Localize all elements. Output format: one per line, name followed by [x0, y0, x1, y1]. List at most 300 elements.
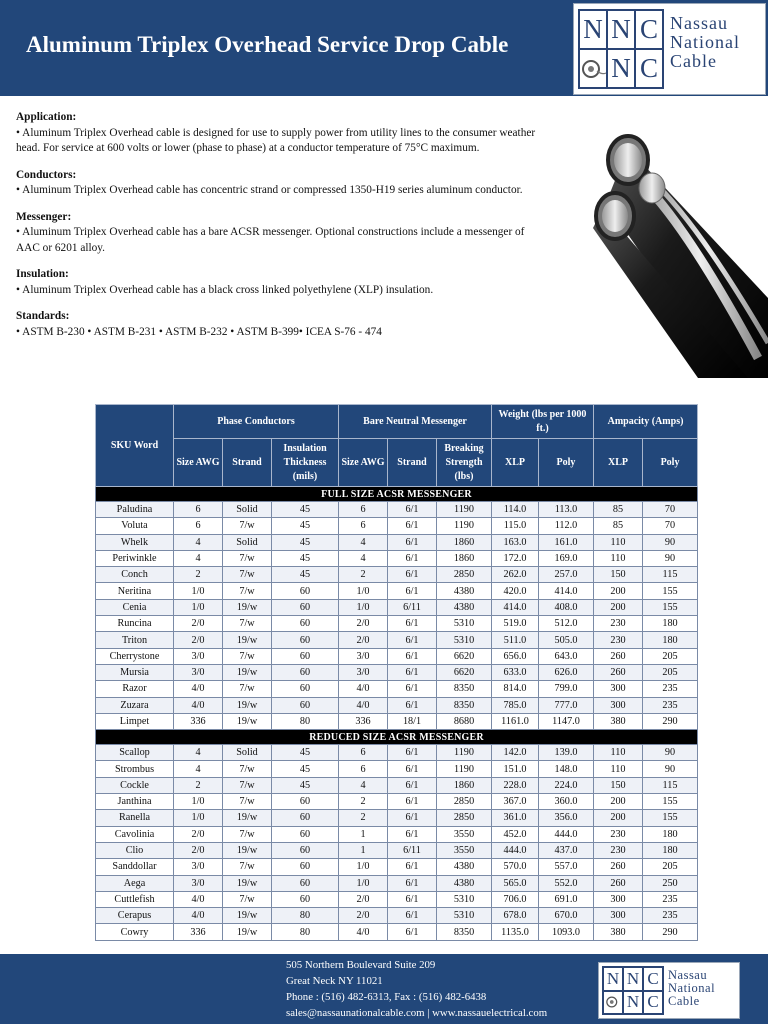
- sku-word-cell: Zuzara: [96, 697, 174, 713]
- table-cell: 200: [594, 810, 643, 826]
- section-text: • Aluminum Triplex Overhead cable has a bare ACSR messenger. Optional constructions include a messenger of AAC or 6201 alloy.: [16, 226, 525, 254]
- product-description: [16, 110, 536, 340]
- table-cell: 7/w: [223, 826, 272, 842]
- table-cell: 6/1: [388, 697, 437, 713]
- table-row: [96, 550, 698, 566]
- table-cell: 230: [594, 632, 643, 648]
- table-cell: 706.0: [492, 891, 539, 907]
- table-cell: 6: [339, 745, 388, 761]
- table-cell: 200: [594, 583, 643, 599]
- table-cell: Solid: [223, 502, 272, 518]
- sku-word-cell: Runcina: [96, 616, 174, 632]
- table-cell: 19/w: [223, 924, 272, 940]
- col-group-messenger: Bare Neutral Messenger: [339, 405, 492, 439]
- table-cell: 45: [272, 534, 339, 550]
- table-cell: 408.0: [539, 599, 594, 615]
- table-cell: 200: [594, 599, 643, 615]
- sku-word-cell: Conch: [96, 567, 174, 583]
- table-cell: 7/w: [223, 518, 272, 534]
- section-text: • ASTM B-230 • ASTM B-231 • ASTM B-232 • ASTM B-399• ICEA S-76 - 474: [16, 325, 382, 338]
- table-cell: 414.0: [539, 583, 594, 599]
- table-row: [96, 567, 698, 583]
- col-ampacity-xlp: XLP: [594, 439, 643, 487]
- table-cell: 150: [594, 777, 643, 793]
- table-cell: 2: [174, 777, 223, 793]
- sku-word-cell: Triton: [96, 632, 174, 648]
- table-cell: 6/1: [388, 518, 437, 534]
- col-ampacity-poly: Poly: [643, 439, 698, 487]
- sku-word-cell: Janthina: [96, 794, 174, 810]
- sku-word-cell: Voluta: [96, 518, 174, 534]
- table-cell: 1135.0: [492, 924, 539, 940]
- col-sku-word: SKU Word: [96, 405, 174, 487]
- table-cell: 300: [594, 681, 643, 697]
- logo-letter: C: [636, 50, 662, 87]
- table-row: [96, 842, 698, 858]
- table-cell: 60: [272, 891, 339, 907]
- table-cell: 155: [643, 599, 698, 615]
- sku-word-cell: Cavolinia: [96, 826, 174, 842]
- col-breaking-strength: Breaking Strength (lbs): [437, 439, 492, 487]
- table-cell: 60: [272, 616, 339, 632]
- sku-word-cell: Razor: [96, 681, 174, 697]
- table-cell: 260: [594, 664, 643, 680]
- table-cell: 45: [272, 761, 339, 777]
- table-cell: 4: [174, 534, 223, 550]
- table-row: [96, 534, 698, 550]
- table-cell: 60: [272, 697, 339, 713]
- table-cell: 235: [643, 908, 698, 924]
- table-cell: 80: [272, 713, 339, 729]
- section-text: • Aluminum Triplex Overhead cable has concentric strand or compressed 1350-H19 series aluminum conductor.: [16, 184, 523, 196]
- table-cell: 4: [174, 761, 223, 777]
- sku-word-cell: Ranella: [96, 810, 174, 826]
- table-cell: 367.0: [492, 794, 539, 810]
- table-cell: 336: [174, 924, 223, 940]
- footer-banner: [0, 954, 768, 1024]
- table-cell: 6/1: [388, 534, 437, 550]
- col-weight-poly: Poly: [539, 439, 594, 487]
- table-cell: 260: [594, 648, 643, 664]
- table-cell: 80: [272, 908, 339, 924]
- table-cell: 505.0: [539, 632, 594, 648]
- table-cell: 512.0: [539, 616, 594, 632]
- table-row: [96, 794, 698, 810]
- table-cell: 110: [594, 534, 643, 550]
- table-cell: 7/w: [223, 567, 272, 583]
- table-cell: 115: [643, 567, 698, 583]
- table-cell: 3550: [437, 826, 492, 842]
- table-cell: 6/1: [388, 583, 437, 599]
- email-website[interactable]: sales@nassaunationalcable.com | www.nassauelectrical.com: [286, 1007, 548, 1019]
- table-cell: 205: [643, 859, 698, 875]
- table-section-title: FULL SIZE ACSR MESSENGER: [96, 487, 698, 502]
- phone-fax: Phone : (516) 482-6313, Fax : (516) 482-6438: [286, 991, 487, 1003]
- table-cell: 19/w: [223, 908, 272, 924]
- table-cell: 6: [339, 761, 388, 777]
- col-messenger-strand: Strand: [388, 439, 437, 487]
- table-cell: 444.0: [539, 826, 594, 842]
- table-cell: 1/0: [339, 599, 388, 615]
- col-group-phase: Phase Conductors: [174, 405, 339, 439]
- sku-word-cell: Sanddollar: [96, 859, 174, 875]
- table-cell: 1190: [437, 502, 492, 518]
- table-cell: 300: [594, 697, 643, 713]
- table-cell: 1/0: [174, 583, 223, 599]
- table-cell: 4: [339, 550, 388, 566]
- table-cell: 8350: [437, 697, 492, 713]
- table-cell: 3/0: [174, 664, 223, 680]
- table-cell: 230: [594, 842, 643, 858]
- table-cell: 8680: [437, 713, 492, 729]
- table-cell: 8350: [437, 924, 492, 940]
- table-cell: 151.0: [492, 761, 539, 777]
- table-cell: 163.0: [492, 534, 539, 550]
- table-cell: 45: [272, 502, 339, 518]
- table-row: [96, 745, 698, 761]
- table-cell: 2/0: [174, 826, 223, 842]
- table-cell: 70: [643, 518, 698, 534]
- table-cell: 1/0: [174, 599, 223, 615]
- table-cell: 6/1: [388, 632, 437, 648]
- table-cell: 6/1: [388, 794, 437, 810]
- table-section-title: REDUCED SIZE ACSR MESSENGER: [96, 730, 698, 745]
- table-cell: 6620: [437, 648, 492, 664]
- table-cell: 8350: [437, 681, 492, 697]
- table-cell: 300: [594, 891, 643, 907]
- table-cell: 691.0: [539, 891, 594, 907]
- table-cell: 437.0: [539, 842, 594, 858]
- table-cell: 161.0: [539, 534, 594, 550]
- table-row: [96, 859, 698, 875]
- table-cell: 85: [594, 518, 643, 534]
- table-cell: 2850: [437, 810, 492, 826]
- table-cell: 19/w: [223, 713, 272, 729]
- table-cell: 60: [272, 810, 339, 826]
- table-cell: 45: [272, 518, 339, 534]
- table-cell: 7/w: [223, 648, 272, 664]
- table-cell: Solid: [223, 745, 272, 761]
- sku-word-cell: Limpet: [96, 713, 174, 729]
- table-cell: 19/w: [223, 875, 272, 891]
- table-cell: 230: [594, 826, 643, 842]
- table-cell: 5310: [437, 632, 492, 648]
- table-cell: 45: [272, 550, 339, 566]
- section-text: • Aluminum Triplex Overhead cable is designed for use to supply power from utility lines to the consumer weather head. For service at 600 volts or lower (phase to phase) at a conductor temperature of 75°C maximum.: [16, 126, 536, 154]
- table-row: [96, 924, 698, 940]
- table-cell: 5310: [437, 616, 492, 632]
- cable-spec-table: [95, 404, 698, 941]
- table-cell: 139.0: [539, 745, 594, 761]
- table-cell: 260: [594, 875, 643, 891]
- table-cell: 4380: [437, 859, 492, 875]
- table-cell: 2/0: [174, 842, 223, 858]
- table-cell: 1/0: [174, 794, 223, 810]
- table-cell: 90: [643, 745, 698, 761]
- table-cell: 1/0: [174, 810, 223, 826]
- table-cell: 1: [339, 826, 388, 842]
- table-cell: 380: [594, 924, 643, 940]
- col-group-weight: Weight (lbs per 1000 ft.): [492, 405, 594, 439]
- table-cell: 380: [594, 713, 643, 729]
- header-banner: [0, 0, 768, 96]
- table-cell: 110: [594, 761, 643, 777]
- table-cell: 85: [594, 502, 643, 518]
- table-cell: 2/0: [339, 908, 388, 924]
- logo-letter: N: [608, 50, 634, 87]
- address-city: Great Neck NY 11021: [286, 975, 383, 987]
- table-cell: 60: [272, 632, 339, 648]
- table-cell: 45: [272, 567, 339, 583]
- logo-letter: C: [644, 968, 662, 990]
- table-cell: 60: [272, 859, 339, 875]
- table-cell: 4: [339, 534, 388, 550]
- sku-word-cell: Cerapus: [96, 908, 174, 924]
- table-cell: 180: [643, 826, 698, 842]
- sku-word-cell: Periwinkle: [96, 550, 174, 566]
- table-cell: 7/w: [223, 777, 272, 793]
- table-cell: 1/0: [339, 583, 388, 599]
- table-cell: 172.0: [492, 550, 539, 566]
- table-cell: 6/11: [388, 599, 437, 615]
- table-cell: 643.0: [539, 648, 594, 664]
- table-cell: 114.0: [492, 502, 539, 518]
- sku-word-cell: Strombus: [96, 761, 174, 777]
- table-cell: 1147.0: [539, 713, 594, 729]
- table-cell: 3/0: [339, 648, 388, 664]
- table-group-reduced-size: [96, 730, 698, 941]
- table-cell: 6/11: [388, 842, 437, 858]
- address-line: 505 Northern Boulevard Suite 209: [286, 959, 436, 971]
- logo-letter: N: [580, 11, 606, 48]
- table-cell: 2/0: [174, 632, 223, 648]
- table-cell: 3/0: [174, 875, 223, 891]
- table-cell: 420.0: [492, 583, 539, 599]
- section-heading: Conductors:: [16, 168, 77, 181]
- logo-letter: N: [624, 992, 642, 1014]
- table-cell: 6/1: [388, 664, 437, 680]
- table-cell: 90: [643, 550, 698, 566]
- table-cell: 4380: [437, 583, 492, 599]
- table-cell: 169.0: [539, 550, 594, 566]
- table-row: [96, 908, 698, 924]
- table-cell: 45: [272, 745, 339, 761]
- table-cell: 205: [643, 648, 698, 664]
- table-cell: 19/w: [223, 842, 272, 858]
- table-cell: 45: [272, 777, 339, 793]
- col-messenger-size: Size AWG: [339, 439, 388, 487]
- sku-word-cell: Aega: [96, 875, 174, 891]
- sku-word-cell: Cherrystone: [96, 648, 174, 664]
- table-cell: 235: [643, 697, 698, 713]
- table-cell: 180: [643, 842, 698, 858]
- table-row: [96, 713, 698, 729]
- table-cell: 4/0: [339, 924, 388, 940]
- section-heading: Standards:: [16, 310, 70, 322]
- table-cell: 19/w: [223, 810, 272, 826]
- table-cell: 6/1: [388, 826, 437, 842]
- table-cell: 4/0: [174, 908, 223, 924]
- table-cell: 633.0: [492, 664, 539, 680]
- table-cell: 6: [174, 502, 223, 518]
- table-cell: 6: [339, 518, 388, 534]
- table-row: [96, 502, 698, 518]
- table-cell: 6/1: [388, 810, 437, 826]
- table-cell: 235: [643, 891, 698, 907]
- table-cell: 148.0: [539, 761, 594, 777]
- table-cell: 115.0: [492, 518, 539, 534]
- table-cell: 1190: [437, 518, 492, 534]
- table-cell: 444.0: [492, 842, 539, 858]
- table-cell: 6/1: [388, 875, 437, 891]
- table-row: [96, 875, 698, 891]
- table-cell: 670.0: [539, 908, 594, 924]
- table-cell: 60: [272, 664, 339, 680]
- table-cell: 262.0: [492, 567, 539, 583]
- table-cell: 1190: [437, 761, 492, 777]
- table-cell: 4/0: [339, 697, 388, 713]
- table-group-full-size: [96, 487, 698, 730]
- table-cell: 290: [643, 924, 698, 940]
- table-cell: 230: [594, 616, 643, 632]
- table-cell: 150: [594, 567, 643, 583]
- table-cell: 7/w: [223, 616, 272, 632]
- table-cell: 6/1: [388, 908, 437, 924]
- table-cell: 6/1: [388, 648, 437, 664]
- table-cell: 2: [174, 567, 223, 583]
- cable-spool-icon: [580, 50, 606, 87]
- table-cell: 235: [643, 681, 698, 697]
- table-cell: 414.0: [492, 599, 539, 615]
- table-cell: 19/w: [223, 599, 272, 615]
- table-row: [96, 891, 698, 907]
- table-cell: 1161.0: [492, 713, 539, 729]
- contact-info: [286, 957, 547, 1021]
- col-strand: Strand: [223, 439, 272, 487]
- table-cell: 60: [272, 583, 339, 599]
- table-cell: 7/w: [223, 681, 272, 697]
- table-cell: 1860: [437, 777, 492, 793]
- table-cell: 4380: [437, 875, 492, 891]
- section-text: • Aluminum Triplex Overhead cable has a black cross linked polyethylene (XLP) insulation.: [16, 283, 434, 296]
- table-row: [96, 518, 698, 534]
- table-cell: 4: [174, 745, 223, 761]
- table-cell: 552.0: [539, 875, 594, 891]
- table-cell: 2/0: [339, 616, 388, 632]
- col-size-awg: Size AWG: [174, 439, 223, 487]
- table-cell: 1/0: [339, 875, 388, 891]
- table-cell: 155: [643, 583, 698, 599]
- table-cell: 4/0: [174, 697, 223, 713]
- table-cell: 7/w: [223, 761, 272, 777]
- table-cell: 511.0: [492, 632, 539, 648]
- table-cell: 4/0: [174, 681, 223, 697]
- table-row: [96, 681, 698, 697]
- sku-word-cell: Cockle: [96, 777, 174, 793]
- company-logo: [573, 3, 766, 95]
- cable-spool-icon: [604, 992, 622, 1014]
- table-cell: 1190: [437, 745, 492, 761]
- table-cell: 6: [339, 502, 388, 518]
- table-cell: 60: [272, 681, 339, 697]
- table-cell: 557.0: [539, 859, 594, 875]
- sku-word-cell: Cenia: [96, 599, 174, 615]
- table-cell: 678.0: [492, 908, 539, 924]
- table-cell: 799.0: [539, 681, 594, 697]
- table-cell: 7/w: [223, 859, 272, 875]
- table-row: [96, 583, 698, 599]
- table-cell: 155: [643, 794, 698, 810]
- table-cell: 2/0: [174, 616, 223, 632]
- table-cell: 814.0: [492, 681, 539, 697]
- table-cell: 452.0: [492, 826, 539, 842]
- table-cell: 785.0: [492, 697, 539, 713]
- table-cell: 6/1: [388, 777, 437, 793]
- cable-product-image: [588, 108, 768, 378]
- table-cell: 224.0: [539, 777, 594, 793]
- table-cell: 200: [594, 794, 643, 810]
- table-cell: 6/1: [388, 550, 437, 566]
- table-cell: 90: [643, 761, 698, 777]
- table-cell: 19/w: [223, 664, 272, 680]
- table-cell: 1: [339, 842, 388, 858]
- table-cell: 4/0: [339, 681, 388, 697]
- table-cell: 250: [643, 875, 698, 891]
- table-cell: 290: [643, 713, 698, 729]
- logo-letter: N: [608, 11, 634, 48]
- table-row: [96, 777, 698, 793]
- table-cell: 60: [272, 826, 339, 842]
- table-cell: 110: [594, 745, 643, 761]
- table-row: [96, 697, 698, 713]
- table-cell: 3/0: [339, 664, 388, 680]
- table-cell: 626.0: [539, 664, 594, 680]
- table-cell: 110: [594, 550, 643, 566]
- table-cell: 1/0: [339, 859, 388, 875]
- table-cell: 1860: [437, 550, 492, 566]
- table-row: [96, 761, 698, 777]
- table-cell: 4380: [437, 599, 492, 615]
- sku-word-cell: Clio: [96, 842, 174, 858]
- col-weight-xlp: XLP: [492, 439, 539, 487]
- logo-name: Nassau National Cable: [668, 968, 716, 1009]
- table-cell: 6/1: [388, 567, 437, 583]
- table-cell: 260: [594, 859, 643, 875]
- sku-word-cell: Mursia: [96, 664, 174, 680]
- table-cell: 3/0: [174, 648, 223, 664]
- table-cell: 5310: [437, 908, 492, 924]
- table-cell: 19/w: [223, 632, 272, 648]
- table-cell: 2: [339, 810, 388, 826]
- table-cell: 4/0: [174, 891, 223, 907]
- table-cell: 2/0: [339, 891, 388, 907]
- page-title: Aluminum Triplex Overhead Service Drop Cable: [26, 32, 509, 57]
- table-cell: 257.0: [539, 567, 594, 583]
- table-cell: 113.0: [539, 502, 594, 518]
- table-cell: 6/1: [388, 502, 437, 518]
- table-cell: 6/1: [388, 924, 437, 940]
- table-cell: 2850: [437, 794, 492, 810]
- table-row: [96, 826, 698, 842]
- section-heading: Messenger:: [16, 210, 72, 223]
- table-row: [96, 632, 698, 648]
- table-row: [96, 810, 698, 826]
- table-cell: 60: [272, 794, 339, 810]
- section-heading: Application:: [16, 111, 77, 123]
- table-cell: 60: [272, 875, 339, 891]
- logo-letter: N: [604, 968, 622, 990]
- sku-word-cell: Cowry: [96, 924, 174, 940]
